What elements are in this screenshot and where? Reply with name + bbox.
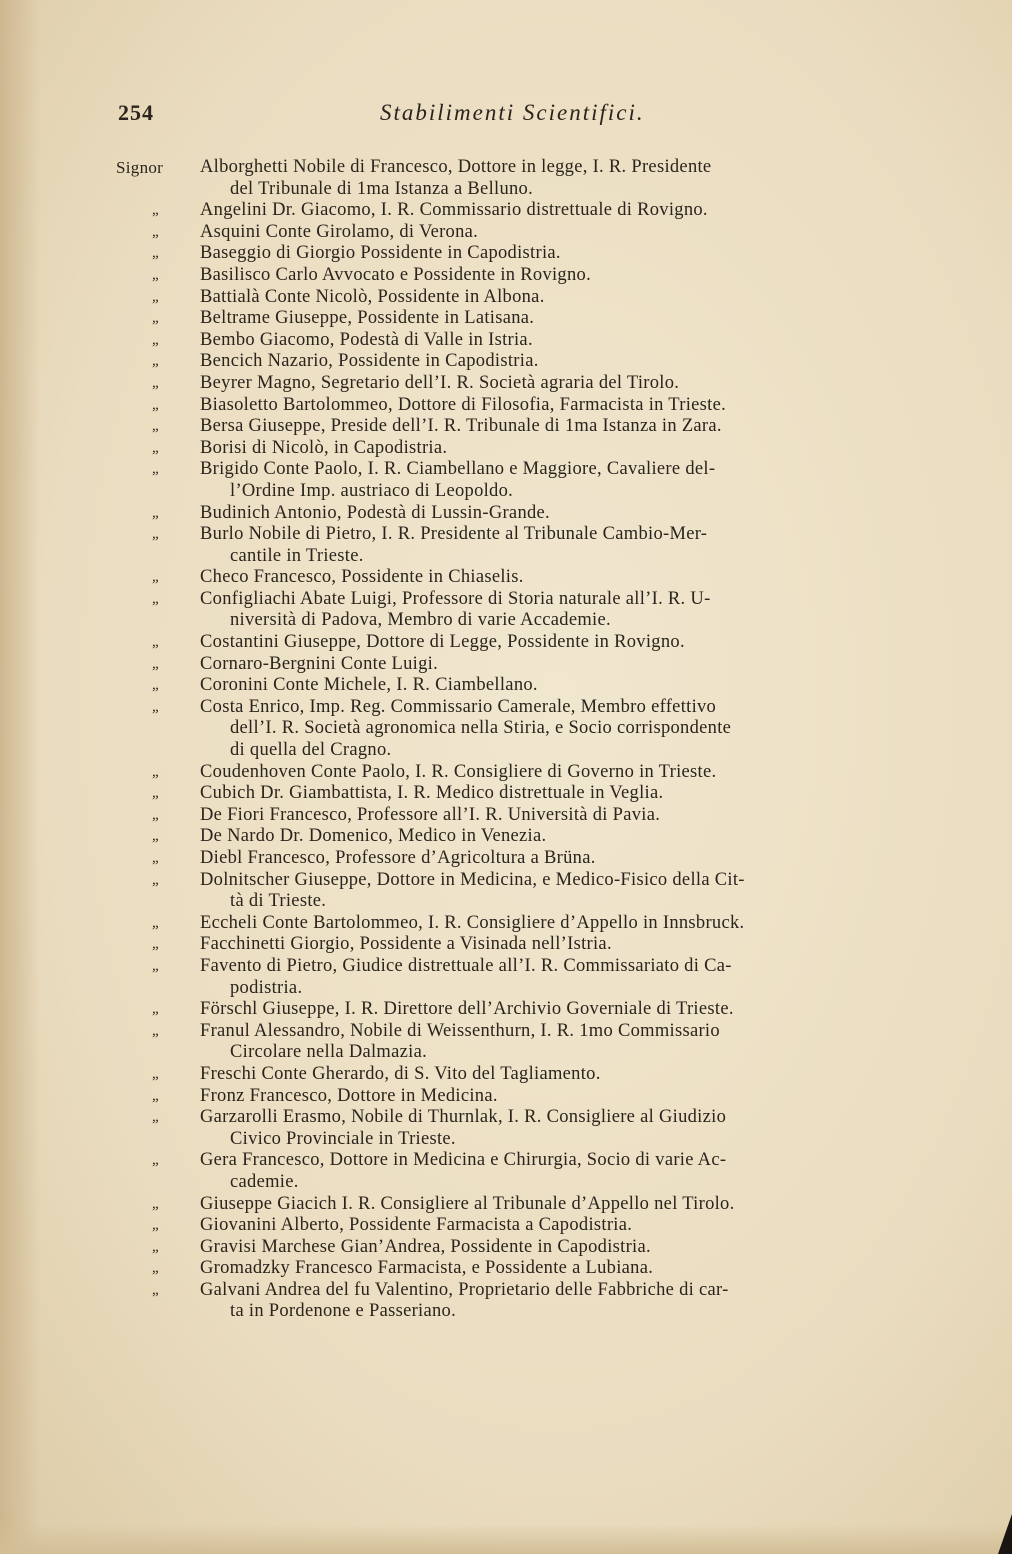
entry-text: [200, 373, 942, 395]
entry-line: Configliachi Abate Luigi, Professore di Storia naturale all’I. R. U-: [200, 588, 711, 609]
entry-prefix: „: [152, 266, 159, 283]
entry-prefix: „: [152, 223, 159, 240]
page-bottom-shadow: [0, 1524, 1012, 1554]
list-item: [116, 438, 942, 460]
entry-prefix: „: [152, 461, 159, 478]
entry-prefix: „: [152, 1195, 159, 1212]
entry-line: Beyrer Magno, Segretario dell’I. R. Società agraria del Tirolo.: [200, 372, 680, 393]
entry-continuation-line: del Tribunale di 1ma Istanza a Belluno.: [230, 178, 534, 199]
entry-text: [200, 697, 942, 762]
list-item: [116, 805, 942, 827]
entry-prefix: „: [152, 288, 159, 305]
list-item: [116, 697, 942, 762]
entry-continuation-line: tà di Trieste.: [230, 891, 327, 912]
entry-line: Cornaro-Bergnini Conte Luigi.: [200, 653, 439, 674]
list-item: [116, 654, 942, 676]
entry-text: [200, 783, 942, 805]
entry-line: Biasoletto Bartolommeo, Dottore di Filosofia, Farmacista in Trieste.: [200, 394, 727, 415]
entry-line: Fronz Francesco, Dottore in Medicina.: [200, 1085, 498, 1106]
list-item: [116, 826, 942, 848]
entry-text: [200, 330, 942, 352]
entry-prefix: „: [152, 806, 159, 823]
entry-line: Borisi di Nicolò, in Capodistria.: [200, 437, 448, 458]
list-item: [116, 762, 942, 784]
entry-line: Franul Alessandro, Nobile di Weissenthurn, I. R. 1mo Commissario: [200, 1020, 720, 1041]
entry-text: [200, 287, 942, 309]
entry-line: Alborghetti Nobile di Francesco, Dottore in legge, I. R. Presidente: [200, 157, 712, 177]
list-item: [116, 1150, 942, 1193]
entry-line: Gera Francesco, Dottore in Medicina e Chirurgia, Socio di varie Ac-: [200, 1150, 727, 1171]
entry-prefix: „: [152, 1152, 159, 1169]
list-item: [116, 913, 942, 935]
list-item: [116, 934, 942, 956]
entry-text: [200, 1107, 942, 1150]
list-item: [116, 1064, 942, 1086]
list-item: [116, 243, 942, 265]
entry-prefix: „: [152, 418, 159, 435]
entry-prefix: „: [152, 1087, 159, 1104]
list-item: [116, 308, 942, 330]
entry-line: Beltrame Giuseppe, Possidente in Latisana.: [200, 308, 535, 329]
list-item: [116, 1107, 942, 1150]
list-item: [116, 999, 942, 1021]
entry-line: Giuseppe Giacich I. R. Consigliere al Tribunale d’Appello nel Tirolo.: [200, 1193, 735, 1214]
entry-text: [200, 848, 942, 870]
entry-text: [200, 308, 942, 330]
list-item: [116, 675, 942, 697]
entry-line: Checo Francesco, Possidente in Chiaselis.: [200, 567, 524, 588]
entry-prefix: „: [152, 1281, 159, 1298]
entry-text: [200, 459, 942, 502]
entry-prefix: „: [152, 353, 159, 370]
page-header: [118, 100, 698, 130]
member-list: [116, 157, 942, 1323]
entry-prefix: „: [152, 655, 159, 672]
entry-line: Eccheli Conte Bartolommeo, I. R. Consigliere d’Appello in Innsbruck.: [200, 912, 745, 933]
running-title: Stabilimenti Scientifici.: [380, 100, 645, 125]
entry-text: [200, 265, 942, 287]
list-item: [116, 200, 942, 222]
entry-continuation-line: Circolare nella Dalmazia.: [230, 1042, 428, 1063]
entry-line: Garzarolli Erasmo, Nobile di Thurnlak, I. R. Consigliere al Giudizio: [200, 1107, 727, 1128]
list-item: [116, 632, 942, 654]
entry-text: [200, 632, 942, 654]
entry-text: [200, 200, 942, 222]
list-item: [116, 1258, 942, 1280]
list-item: [116, 416, 942, 438]
entry-text: [200, 395, 942, 417]
list-item: [116, 1280, 942, 1323]
entry-prefix: „: [152, 785, 159, 802]
list-item: [116, 1237, 942, 1259]
entry-prefix: „: [152, 871, 159, 888]
list-item: [116, 524, 942, 567]
entry-line: Giovanini Alberto, Possidente Farmacista a Capodistria.: [200, 1215, 633, 1236]
entry-line: Bencich Nazario, Possidente in Capodistria.: [200, 351, 539, 372]
list-item: [116, 351, 942, 373]
entry-text: [200, 222, 942, 244]
entry-text: [200, 956, 942, 999]
entry-line: Bersa Giuseppe, Preside dell’I. R. Tribunale di 1ma Istanza in Zara.: [200, 416, 722, 437]
list-item: [116, 459, 942, 502]
entry-line: Favento di Pietro, Giudice distrettuale all’I. R. Commissariato di Ca-: [200, 955, 732, 976]
entry-line: Gromadzky Francesco Farmacista, e Possidente a Lubiana.: [200, 1258, 654, 1279]
entry-text: [200, 1021, 942, 1064]
entry-prefix: „: [152, 1065, 159, 1082]
entry-continuation-line: niversità di Padova, Membro di varie Accademie.: [230, 610, 611, 631]
entry-prefix: Signor: [116, 158, 164, 177]
entry-prefix: „: [152, 1238, 159, 1255]
entry-line: Diebl Francesco, Professore d’Agricoltura a Brüna.: [200, 848, 596, 868]
list-item: [116, 330, 942, 352]
entry-line: De Fiori Francesco, Professore all’I. R. Università di Pavia.: [200, 804, 661, 825]
entry-line: Coudenhoven Conte Paolo, I. R. Consigliere di Governo in Trieste.: [200, 761, 717, 782]
entry-line: Freschi Conte Gherardo, di S. Vito del Tagliamento.: [200, 1063, 601, 1084]
entry-continuation-line: di quella del Cragno.: [230, 740, 392, 761]
entry-line: Baseggio di Giorgio Possidente in Capodistria.: [200, 243, 561, 264]
entry-line: Angelini Dr. Giacomo, I. R. Commissario distrettuale di Rovigno.: [200, 200, 708, 221]
entry-prefix: „: [152, 1109, 159, 1126]
entry-text: [200, 157, 942, 200]
entry-line: Battialà Conte Nicolò, Possidente in Albona.: [200, 286, 545, 307]
list-item: [116, 373, 942, 395]
entry-line: Budinich Antonio, Podestà di Lussin-Grande.: [200, 502, 550, 523]
list-item: [116, 870, 942, 913]
entry-prefix: „: [152, 1217, 159, 1234]
entry-text: [200, 1086, 942, 1108]
list-item: [116, 1194, 942, 1216]
entry-text: [200, 1280, 942, 1323]
corner-mark: [998, 1514, 1012, 1554]
list-item: [116, 222, 942, 244]
list-item: [116, 956, 942, 999]
entry-line: De Nardo Dr. Domenico, Medico in Venezia.: [200, 826, 547, 847]
entry-prefix: „: [152, 202, 159, 219]
entry-text: [200, 675, 942, 697]
entry-text: [200, 1194, 942, 1216]
entry-continuation-line: ta in Pordenone e Passeriano.: [230, 1301, 457, 1322]
entry-continuation-line: cademie.: [230, 1171, 299, 1192]
entry-text: [200, 913, 942, 935]
entry-prefix: „: [152, 677, 159, 694]
entry-text: [200, 438, 942, 460]
list-item: [116, 783, 942, 805]
entry-prefix: „: [152, 331, 159, 348]
entry-prefix: „: [152, 590, 159, 607]
list-item: [116, 589, 942, 632]
entry-continuation-line: l’Ordine Imp. austriaco di Leopoldo.: [230, 480, 514, 501]
entry-line: Förschl Giuseppe, I. R. Direttore dell’Archivio Governiale di Trieste.: [200, 999, 734, 1020]
entry-text: [200, 654, 942, 676]
entry-text: [200, 1258, 942, 1280]
entry-line: Galvani Andrea del fu Valentino, Proprietario delle Fabbriche di car-: [200, 1279, 729, 1300]
entry-prefix: „: [152, 569, 159, 586]
list-item: [116, 503, 942, 525]
page-edge-shadow: [0, 0, 40, 1554]
entry-line: Asquini Conte Girolamo, di Verona.: [200, 221, 479, 242]
entry-line: Costa Enrico, Imp. Reg. Commissario Camerale, Membro effettivo: [200, 696, 717, 717]
entry-prefix: „: [152, 936, 159, 953]
entry-line: Gravisi Marchese Gian’Andrea, Possidente in Capodistria.: [200, 1236, 651, 1257]
entry-text: [200, 351, 942, 373]
entry-line: Dolnitscher Giuseppe, Dottore in Medicina, e Medico-Fisico della Cit-: [200, 869, 745, 890]
entry-line: Cubich Dr. Giambattista, I. R. Medico distrettuale in Veglia.: [200, 783, 664, 804]
page-number: 254: [118, 100, 154, 125]
entry-prefix: „: [152, 850, 159, 866]
entry-text: [200, 524, 942, 567]
entry-continuation-line: podistria.: [230, 977, 303, 998]
entry-text: [200, 934, 942, 956]
entry-text: [200, 567, 942, 589]
entry-prefix: „: [152, 828, 159, 845]
entry-prefix: „: [152, 763, 159, 780]
entry-line: Bembo Giacomo, Podestà di Valle in Istria.: [200, 329, 533, 350]
list-item: [116, 395, 942, 417]
entry-text: [200, 416, 942, 438]
entry-prefix: „: [152, 1001, 159, 1018]
entry-line: Basilisco Carlo Avvocato e Possidente in Rovigno.: [200, 264, 592, 285]
entry-prefix: „: [152, 957, 159, 974]
entry-text: [200, 762, 942, 784]
entry-text: [200, 999, 942, 1021]
entry-text: [200, 503, 942, 525]
entry-text: [200, 1215, 942, 1237]
entry-prefix: „: [152, 504, 159, 521]
entry-text: [200, 826, 942, 848]
list-item: [116, 1086, 942, 1108]
list-item: [116, 567, 942, 589]
entry-prefix: „: [152, 914, 159, 931]
entry-prefix: „: [152, 1022, 159, 1039]
entry-text: [200, 870, 942, 913]
entry-text: [200, 243, 942, 265]
entry-line: Brigido Conte Paolo, I. R. Ciambellano e Maggiore, Cavaliere del-: [200, 459, 716, 480]
entry-continuation-line: Civico Provinciale in Trieste.: [230, 1128, 456, 1149]
list-item: [116, 287, 942, 309]
list-item: [116, 1021, 942, 1064]
entry-prefix: „: [152, 698, 159, 715]
list-item: [116, 265, 942, 287]
entry-text: [200, 805, 942, 827]
entry-text: [200, 589, 942, 632]
entry-line: Facchinetti Giorgio, Possidente a Visinada nell’Istria.: [200, 934, 612, 955]
entry-line: Coronini Conte Michele, I. R. Ciambellano.: [200, 675, 538, 696]
entry-text: [200, 1064, 942, 1086]
entry-prefix: „: [152, 1260, 159, 1277]
entry-prefix: „: [152, 310, 159, 327]
entry-line: Costantini Giuseppe, Dottore di Legge, Possidente in Rovigno.: [200, 632, 685, 653]
entry-prefix: „: [152, 245, 159, 262]
list-item: [116, 157, 942, 200]
entry-line: Burlo Nobile di Pietro, I. R. Presidente al Tribunale Cambio-Mer-: [200, 524, 708, 545]
list-item: [116, 848, 942, 870]
entry-prefix: „: [152, 374, 159, 391]
entry-prefix: „: [152, 634, 159, 651]
list-item: [116, 1215, 942, 1237]
entry-text: [200, 1150, 942, 1193]
entry-continuation-line: cantile in Trieste.: [230, 545, 364, 566]
entry-continuation-line: dell’I. R. Società agronomica nella Stiria, e Socio corrispondente: [230, 718, 732, 739]
entry-prefix: „: [152, 396, 159, 413]
entry-prefix: „: [152, 526, 159, 543]
entry-text: [200, 1237, 942, 1259]
entry-prefix: „: [152, 439, 159, 456]
